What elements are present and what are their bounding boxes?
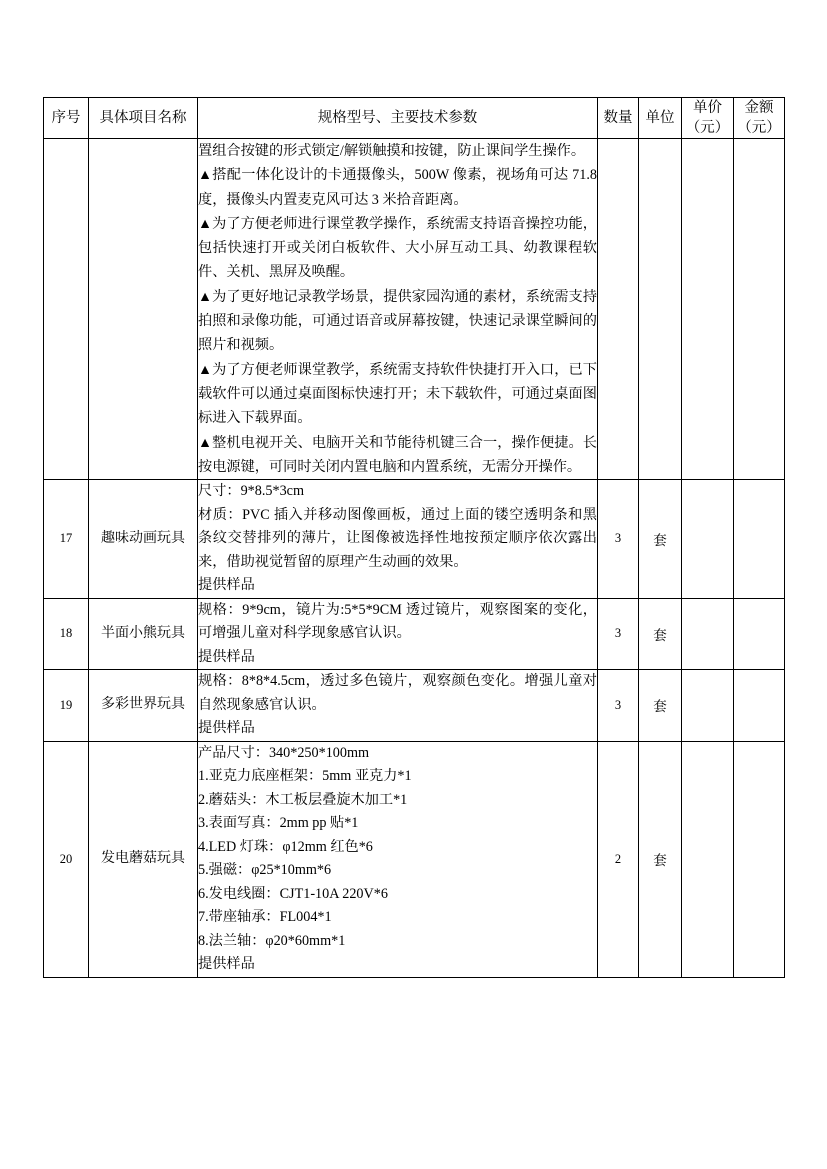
specification-line: 7.带座轴承：FL004*1	[198, 909, 332, 926]
column-header-unit: 单位	[639, 98, 682, 139]
cell-unit-price	[682, 480, 734, 599]
column-header-unit-price	[682, 98, 734, 139]
table-body	[44, 139, 785, 978]
specification-line: 规格：8*8*4.5cm，透过多色镜片，观察颜色变化。增强儿童对自然现象感官认识。	[198, 673, 597, 713]
cell-sequence-number	[44, 139, 89, 480]
specification-line: ▲为了更好地记录教学场景，提供家园沟通的素材，系统需支持拍照和录像功能，可通过语音或屏幕按键，快速记录课堂瞬间的照片和视频。	[198, 288, 597, 354]
cell-unit: 套	[639, 670, 682, 742]
column-header-unit-price-line1: 单价	[693, 100, 722, 116]
specification-line: 5.强磁：φ25*10mm*6	[198, 862, 332, 879]
cell-item-name: 趣味动画玩具	[89, 480, 198, 599]
table-row	[44, 741, 785, 977]
cell-specification	[198, 480, 598, 599]
cell-unit-price	[682, 741, 734, 977]
cell-specification	[198, 741, 598, 977]
cell-sequence-number: 18	[44, 598, 89, 670]
cell-amount	[734, 598, 785, 670]
cell-unit-price	[682, 139, 734, 480]
cell-specification	[198, 670, 598, 742]
specification-line: 提供样品	[198, 577, 255, 594]
column-header-amount-line1: 金额	[744, 100, 774, 116]
table-row	[44, 480, 785, 599]
specification-line: ▲整机电视开关、电脑开关和节能待机键三合一，操作便捷。长按电源键，可同时关闭内置电脑和内置系统，无需分开操作。	[198, 434, 597, 475]
table-row	[44, 598, 785, 670]
specification-line: ▲为了方便老师课堂教学，系统需支持软件快捷打开入口，已下载软件可以通过桌面图标快速打开；未下载软件，可通过桌面图标进入下载界面。	[198, 361, 597, 427]
cell-amount	[734, 670, 785, 742]
column-header-amount	[734, 98, 785, 139]
specification-line: 置组合按键的形式锁定/解锁触摸和按键，防止课间学生操作。	[198, 143, 586, 159]
specification-line: ▲搭配一体化设计的卡通摄像头，500W 像素，视场角可达 71.8 度，摄像头内置麦克风可达 3 米拾音距离。	[198, 167, 597, 208]
table-row	[44, 139, 785, 480]
cell-sequence-number: 20	[44, 741, 89, 977]
column-header-name: 具体项目名称	[89, 98, 198, 139]
specification-line: 8.法兰轴：φ20*60mm*1	[198, 932, 346, 949]
cell-amount	[734, 741, 785, 977]
cell-quantity: 3	[598, 598, 639, 670]
cell-unit: 套	[639, 480, 682, 599]
column-header-qty: 数量	[598, 98, 639, 139]
cell-amount	[734, 139, 785, 480]
specification-line: 6.发电线圈：CJT1-10A 220V*6	[198, 885, 388, 902]
specification-line: 提供样品	[198, 648, 255, 665]
column-header-amount-line2: （元）	[737, 120, 781, 136]
specification-line: 2.蘑菇头：木工板层叠旋木加工*1	[198, 791, 408, 808]
cell-quantity	[598, 139, 639, 480]
table-row	[44, 670, 785, 742]
specification-line: 材质：PVC 插入并移动图像画板，通过上面的镂空透明条和黑条纹交替排列的薄片，让图像被选择性地按预定顺序依次露出来，借助视觉暂留的原理产生动画的效果。	[198, 506, 597, 570]
table-header	[44, 98, 785, 139]
table-header-row	[44, 98, 785, 139]
cell-specification	[198, 139, 598, 480]
cell-amount	[734, 480, 785, 599]
column-header-spec: 规格型号、主要技术参数	[198, 98, 598, 139]
cell-sequence-number: 17	[44, 480, 89, 599]
cell-specification	[198, 598, 598, 670]
cell-unit: 套	[639, 598, 682, 670]
specification-line: 规格：9*9cm，镜片为:5*5*9CM 透过镜片，观察图案的变化，可增强儿童对科学现象感官认识。	[198, 601, 597, 642]
cell-item-name	[89, 139, 198, 480]
specification-line: 提供样品	[198, 720, 255, 737]
cell-unit-price	[682, 598, 734, 670]
cell-quantity: 3	[598, 480, 639, 599]
cell-unit	[639, 139, 682, 480]
column-header-seq: 序号	[44, 98, 89, 139]
cell-quantity: 2	[598, 741, 639, 977]
column-header-unit-price-line2: （元）	[685, 120, 730, 136]
specification-line: 提供样品	[198, 956, 255, 973]
specification-line: ▲为了方便老师进行课堂教学操作，系统需支持语音操控功能，包括快速打开或关闭白板软件、大小屏互动工具、幼教课程软件、关机、黑屏及唤醒。	[198, 215, 597, 281]
specification-line: 4.LED 灯珠：φ12mm 红色*6	[198, 838, 373, 855]
cell-item-name: 发电蘑菇玩具	[89, 741, 198, 977]
specification-table-container	[43, 97, 784, 978]
cell-quantity: 3	[598, 670, 639, 742]
specification-table	[43, 97, 785, 978]
specification-line: 产品尺寸：340*250*100mm	[198, 744, 370, 761]
cell-item-name: 多彩世界玩具	[89, 670, 198, 742]
cell-sequence-number: 19	[44, 670, 89, 742]
specification-line: 3.表面写真：2mm pp 贴*1	[198, 815, 359, 832]
specification-line: 1.亚克力底座框架：5mm 亚克力*1	[198, 768, 412, 785]
specification-line: 尺寸：9*8.5*3cm	[198, 483, 305, 500]
cell-unit-price	[682, 670, 734, 742]
cell-item-name: 半面小熊玩具	[89, 598, 198, 670]
cell-unit: 套	[639, 741, 682, 977]
